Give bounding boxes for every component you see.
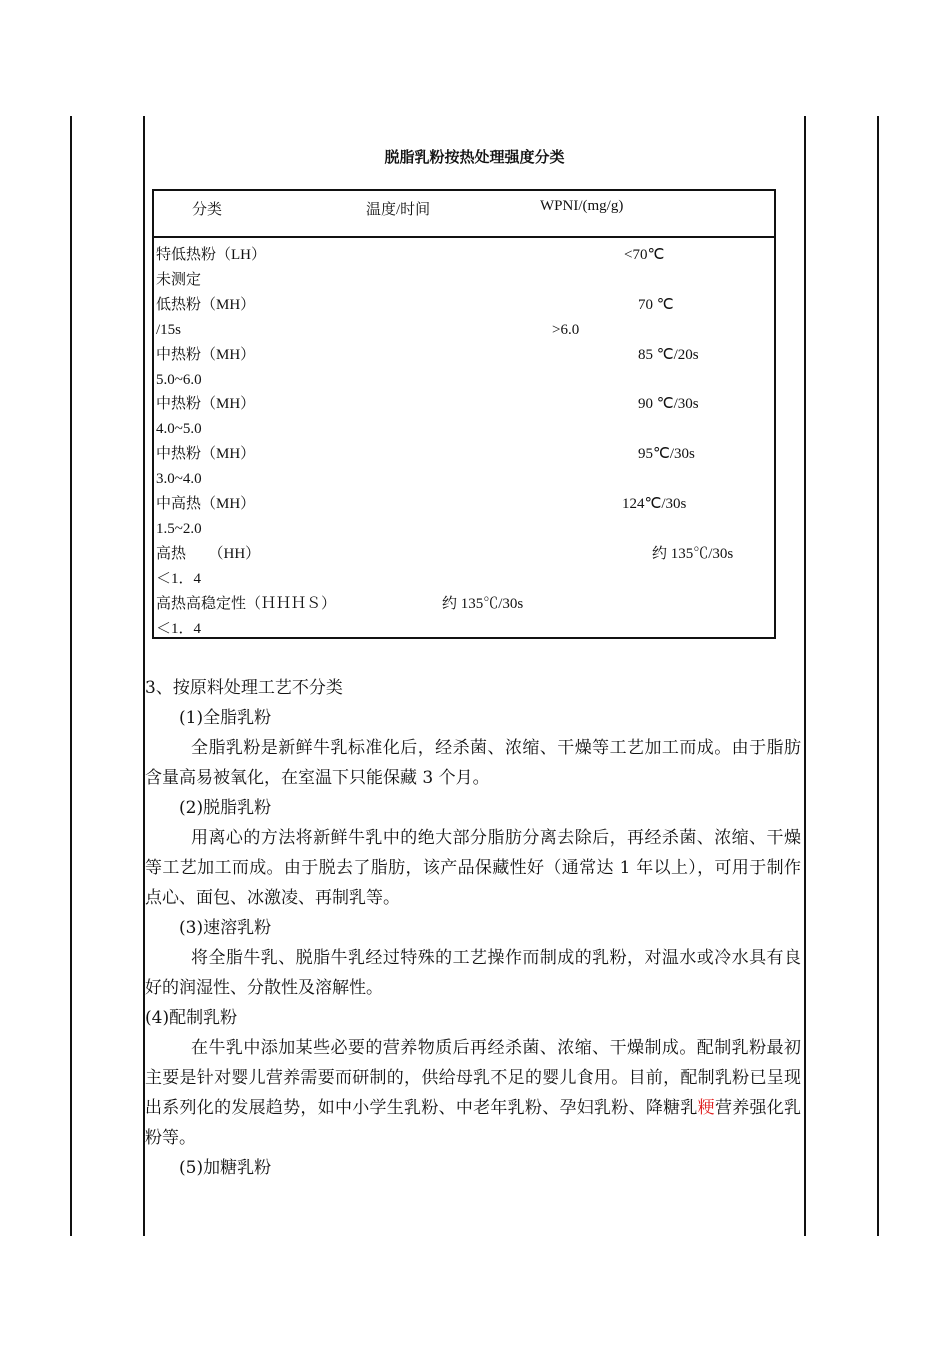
table-line: 中热粉（MH） [156,347,256,363]
table-header-temperature: 温度/时间 [366,202,431,218]
table-line: ＜1．4 [156,621,202,637]
item4-body-typo: 粳 [697,1098,715,1118]
page-border-right [877,116,879,1236]
table-line: 约 135℃/30s [652,546,734,562]
table-line: 高热高稳定性（ＨＨＨＳ） [156,596,337,612]
table-line: 低热粉（MH） [156,297,256,313]
page-border-left [70,116,72,1236]
table-line: 95℃/30s [638,446,695,462]
table-line: >6.0 [552,322,580,338]
table-line: 3.0~4.0 [156,471,202,487]
table-line: 90 ℃/30s [638,396,699,412]
item2-body: 用离心的方法将新鲜牛乳中的绝大部分脂肪分离去除后，再经杀菌、浓缩、干燥等工艺加工而成。由于脱去了脂肪，该产品保藏性好（通常达 1 年以上），可用于制作点心、面包、冰激凌、再制乳等。 [145,828,801,908]
item1-title: (1)全脂乳粉 [179,708,272,728]
item3-body: 将全脂牛乳、脱脂牛乳经过特殊的工艺操作而制成的乳粉，对温水或冷水具有良好的润湿性、分散性及溶解性。 [145,948,801,998]
section-heading: 3、按原料处理工艺不分类 [145,678,343,698]
table-header-category: 分类 [192,202,223,218]
item4-body-part-b: 营养强化乳粉等。 [145,1098,802,1148]
table-line: ＜1．4 [156,571,202,587]
content-border-right [804,116,806,1236]
table-header-wpni: WPNI/(mg/g) [540,198,624,214]
table-line: 中热粉（MH） [156,446,256,462]
body-text [145,673,801,1183]
item5-title: (5)加糖乳粉 [179,1158,272,1178]
heat-classification-table [152,189,776,639]
table-line: 124℃/30s [622,496,687,512]
table-line: 约 135℃/30s [442,596,524,612]
table-header-row [154,191,774,238]
item2-title: (2)脱脂乳粉 [179,798,272,818]
table-line: 70 ℃ [638,297,674,313]
table-line: 5.0~6.0 [156,372,202,388]
item4-body-part-a: 在牛乳中添加某些必要的营养物质后再经杀菌、浓缩、干燥制成。配制乳粉最初主要是针对婴儿营养需要而研制的，供给母乳不足的婴儿食用。目前，配制乳粉已呈现出系列化的发展趋势，如中小学生乳粉、中老年乳粉、孕妇乳粉、降糖乳 [145,1038,801,1118]
table-line: <70℃ [624,247,665,263]
table-line: 未测定 [156,272,202,288]
table-title: 脱脂乳粉按热处理强度分类 [384,148,565,166]
item3-title: (3)速溶乳粉 [179,918,272,938]
item4-body [145,1033,801,1153]
table-line: /15s [156,322,182,338]
table-line: 4.0~5.0 [156,421,202,437]
table-line: 特低热粉（LH） [156,247,266,263]
table-line: 中高热（MH） [156,496,256,512]
table-line: 85 ℃/20s [638,347,699,363]
table-line: 1.5~2.0 [156,521,202,537]
item4-title: (4)配制乳粉 [145,1008,238,1028]
item1-body: 全脂乳粉是新鲜牛乳标准化后，经杀菌、浓缩、干燥等工艺加工而成。由于脂肪含量高易被氧化，在室温下只能保藏 3 个月。 [145,738,801,788]
table-line: 中热粉（MH） [156,396,256,412]
table-line: 高热 （HH） [156,546,261,562]
